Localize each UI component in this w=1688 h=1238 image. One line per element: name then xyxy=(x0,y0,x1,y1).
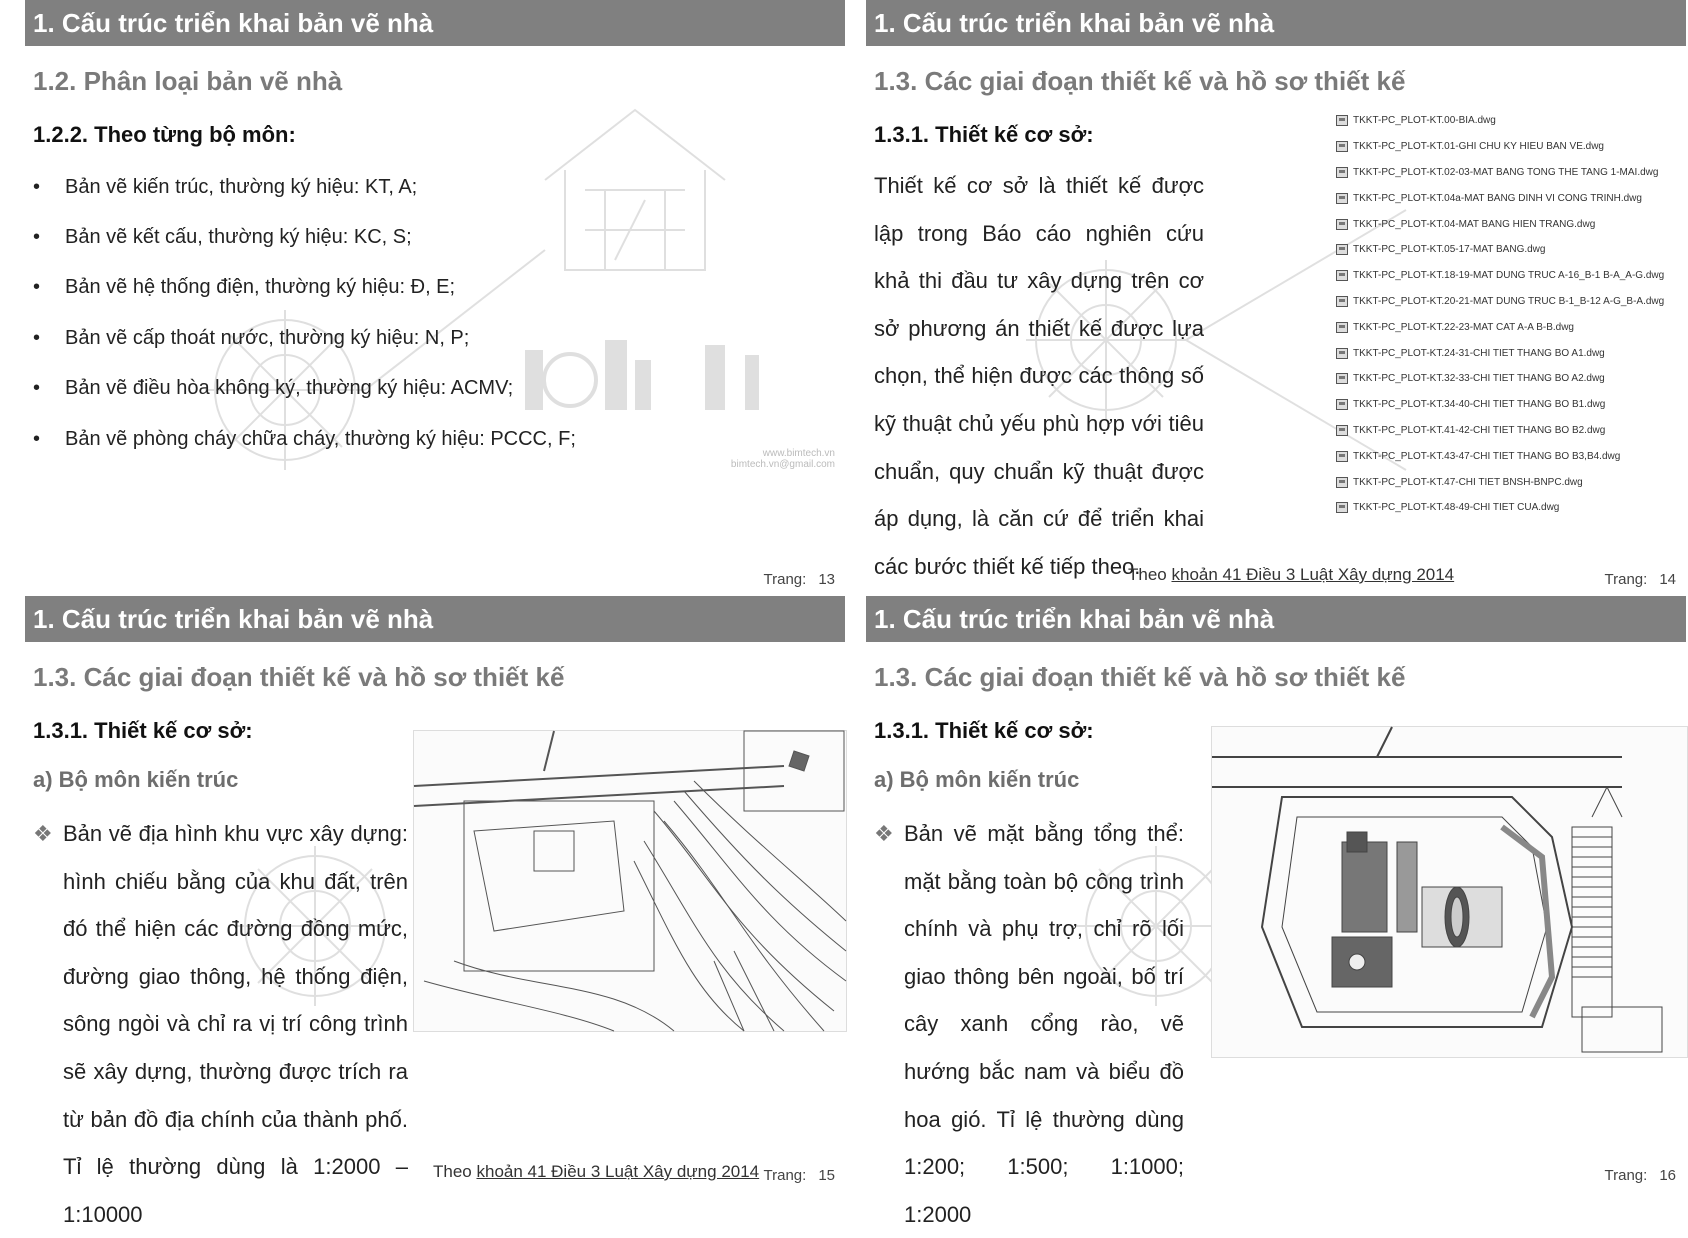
source-prefix: Theo xyxy=(1128,565,1167,584)
file-name: TKKT-PC_PLOT-KT.34-40-CHI TIET THANG BO B1.dwg xyxy=(1353,399,1606,411)
file-item[interactable] xyxy=(1336,340,1664,366)
page-label: Trang: xyxy=(763,1167,807,1184)
dwg-file-icon xyxy=(1336,296,1348,307)
body-paragraph-block xyxy=(874,810,1184,1238)
file-item[interactable] xyxy=(1336,443,1664,469)
dwg-file-icon xyxy=(1336,502,1348,513)
bullet-item xyxy=(33,327,469,350)
bullet-item xyxy=(33,377,513,400)
file-item[interactable] xyxy=(1336,495,1664,521)
body-paragraph: Bản vẽ mặt bằng tổng thể: mặt bằng toàn bộ công trình chính và phụ trợ, chỉ rõ lối giao thông bên ngoài, bố trí cây xanh cổng rào, vẽ hướng bắc nam và biểu đồ hoa gió. Tỉ lệ thường dùng 1:200; 1:500; 1:1000; 1:2000 xyxy=(904,821,1184,1227)
subsection-title: 1.2.2. Theo từng bộ môn: xyxy=(33,122,296,147)
slide-header: 1. Cấu trúc triển khai bản vẽ nhà xyxy=(866,0,1686,46)
dwg-file-icon xyxy=(1336,348,1348,359)
file-item[interactable] xyxy=(1336,108,1664,134)
file-name: TKKT-PC_PLOT-KT.05-17-MAT BANG.dwg xyxy=(1353,244,1546,256)
bullet-text: Bản vẽ kiến trúc, thường ký hiệu: KT, A; xyxy=(65,176,418,198)
dwg-file-icon xyxy=(1336,322,1348,333)
file-name: TKKT-PC_PLOT-KT.41-42-CHI TIET THANG BO B2.dwg xyxy=(1353,424,1606,436)
page-number-value: 15 xyxy=(818,1167,835,1184)
bullet-dot-icon: • xyxy=(33,276,41,298)
source-citation xyxy=(1128,565,1454,585)
dwg-file-icon xyxy=(1336,425,1348,436)
dwg-file-icon xyxy=(1336,477,1348,488)
dwg-file-icon xyxy=(1336,167,1348,178)
page-number xyxy=(764,1167,835,1184)
file-item[interactable] xyxy=(1336,134,1664,160)
slide-14 xyxy=(866,0,1686,590)
slide-header: 1. Cấu trúc triển khai bản vẽ nhà xyxy=(866,596,1686,642)
file-name: TKKT-PC_PLOT-KT.20-21-MAT DUNG TRUC B-1_B-12 A-G_B-A.dwg xyxy=(1353,295,1665,307)
bullet-item xyxy=(33,276,455,299)
file-name: TKKT-PC_PLOT-KT.00-BIA.dwg xyxy=(1353,115,1496,127)
file-name: TKKT-PC_PLOT-KT.02-03-MAT BANG TONG THE TANG 1-MAI.dwg xyxy=(1353,166,1659,178)
bullet-item xyxy=(33,428,576,451)
file-item[interactable] xyxy=(1336,314,1664,340)
dwg-file-icon xyxy=(1336,451,1348,462)
slide-13 xyxy=(25,0,845,590)
page-number xyxy=(1605,1167,1676,1184)
file-name: TKKT-PC_PLOT-KT.01-GHI CHU KY HIEU BAN VE.dwg xyxy=(1353,141,1604,153)
bullet-item xyxy=(33,226,412,249)
watermark-text xyxy=(731,448,835,470)
file-name: TKKT-PC_PLOT-KT.18-19-MAT DUNG TRUC A-16_B-1 B-A_A-G.dwg xyxy=(1353,270,1665,282)
bullet-item xyxy=(33,176,417,199)
page-number xyxy=(764,571,835,588)
dwg-file-icon xyxy=(1336,270,1348,281)
dwg-file-icon xyxy=(1336,193,1348,204)
dwg-file-icon xyxy=(1336,373,1348,384)
bullet-text: Bản vẽ cấp thoát nước, thường ký hiệu: N, P; xyxy=(65,327,470,349)
section-title: 1.3. Các giai đoạn thiết kế và hồ sơ thiết kế xyxy=(874,66,1406,96)
file-name: TKKT-PC_PLOT-KT.48-49-CHI TIET CUA.dwg xyxy=(1353,502,1560,514)
slide-15 xyxy=(25,596,845,1227)
file-list xyxy=(1336,108,1664,521)
slide-16 xyxy=(866,596,1686,1227)
body-paragraph: Bản vẽ địa hình khu vực xây dựng: hình chiếu bằng của khu đất, trên đó thể hiện các đường đồng mức, đường giao thông, hệ thống điện, sông ngòi và chỉ ra vị trí công trình sẽ xây dựng, thường được trích ra từ bản đồ địa chính của thành phố. Tỉ lệ thường dùng là 1:2000 – 1:10000 xyxy=(63,821,408,1227)
subsection-title: 1.3.1. Thiết kế cơ sở: xyxy=(33,718,253,743)
file-item[interactable] xyxy=(1336,469,1664,495)
watermark-line-2: bimtech.vn@gmail.com xyxy=(730,459,835,470)
file-item[interactable] xyxy=(1336,185,1664,211)
discipline-title: a) Bộ môn kiến trúc xyxy=(874,767,1080,792)
dwg-file-icon xyxy=(1336,219,1348,230)
watermark-line-1: www.bimtech.vn xyxy=(762,448,835,459)
bullet-text: Bản vẽ điều hòa không ký, thường ký hiệu: ACMV; xyxy=(65,377,514,399)
page-number-value: 16 xyxy=(1659,1167,1676,1184)
page-number-value: 13 xyxy=(818,571,835,588)
section-title: 1.3. Các giai đoạn thiết kế và hồ sơ thiết kế xyxy=(33,662,565,692)
slide-header: 1. Cấu trúc triển khai bản vẽ nhà xyxy=(25,0,845,46)
file-item[interactable] xyxy=(1336,211,1664,237)
file-name: TKKT-PC_PLOT-KT.04-MAT BANG HIEN TRANG.dwg xyxy=(1353,218,1596,230)
file-item[interactable] xyxy=(1336,237,1664,263)
file-name: TKKT-PC_PLOT-KT.47-CHI TIET BNSH-BNPC.dwg xyxy=(1353,476,1583,488)
watermark-graphic xyxy=(165,90,785,520)
dwg-file-icon xyxy=(1336,244,1348,255)
page-number xyxy=(1605,571,1676,588)
file-item[interactable] xyxy=(1336,392,1664,418)
diamond-bullet-icon: ❖ xyxy=(874,821,894,846)
slide-header: 1. Cấu trúc triển khai bản vẽ nhà xyxy=(25,596,845,642)
dwg-file-icon xyxy=(1336,141,1348,152)
page-label: Trang: xyxy=(763,571,807,588)
bullet-dot-icon: • xyxy=(33,176,41,198)
file-name: TKKT-PC_PLOT-KT.22-23-MAT CAT A-A B-B.dwg xyxy=(1353,321,1574,333)
file-item[interactable] xyxy=(1336,263,1664,289)
body-paragraph: Thiết kế cơ sở là thiết kế được lập trong Báo cáo nghiên cứu khả thi đầu tư xây dựng trên cơ sở phương án thiết kế được lựa chọn, thể hiện được các thông số kỹ thuật chủ yếu phù hợp với tiêu chuẩn, quy chuẩn kỹ thuật được áp dụng, là căn cứ để triển khai các bước thiết kế tiếp theo. xyxy=(874,173,1204,579)
diamond-bullet-icon: ❖ xyxy=(33,821,53,846)
site-topography-drawing xyxy=(413,730,847,1032)
subsection-title: 1.3.1. Thiết kế cơ sở: xyxy=(874,718,1094,743)
file-name: TKKT-PC_PLOT-KT.24-31-CHI TIET THANG BO A1.dwg xyxy=(1353,347,1605,359)
file-item[interactable] xyxy=(1336,418,1664,444)
source-citation xyxy=(433,1162,759,1182)
site-master-plan-drawing xyxy=(1211,726,1688,1058)
file-item[interactable] xyxy=(1336,289,1664,315)
file-name: TKKT-PC_PLOT-KT.43-47-CHI TIET THANG BO B3,B4.dwg xyxy=(1353,450,1621,462)
source-link[interactable]: khoản 41 Điều 3 Luật Xây dựng 2014 xyxy=(1171,565,1455,584)
file-name: TKKT-PC_PLOT-KT.32-33-CHI TIET THANG BO A2.dwg xyxy=(1353,373,1605,385)
bullet-text: Bản vẽ phòng cháy chữa cháy, thường ký hiệu: PCCC, F; xyxy=(65,428,576,450)
source-prefix: Theo xyxy=(433,1162,472,1181)
file-item[interactable] xyxy=(1336,160,1664,186)
source-link[interactable]: khoản 41 Điều 3 Luật Xây dựng 2014 xyxy=(476,1162,760,1181)
bullet-dot-icon: • xyxy=(33,327,41,349)
bullet-dot-icon: • xyxy=(33,377,41,399)
section-title: 1.2. Phân loại bản vẽ nhà xyxy=(33,66,343,96)
file-name: TKKT-PC_PLOT-KT.04a-MAT BANG DINH VI CONG TRINH.dwg xyxy=(1353,192,1642,204)
page-label: Trang: xyxy=(1604,1167,1648,1184)
bullet-dot-icon: • xyxy=(33,226,41,248)
dwg-file-icon xyxy=(1336,115,1348,126)
bullet-text: Bản vẽ kết cấu, thường ký hiệu: KC, S; xyxy=(65,226,412,248)
page-number-value: 14 xyxy=(1659,571,1676,588)
page-label: Trang: xyxy=(1604,571,1648,588)
subsection-title: 1.3.1. Thiết kế cơ sở: xyxy=(874,122,1094,147)
bullet-dot-icon: • xyxy=(33,428,41,450)
dwg-file-icon xyxy=(1336,399,1348,410)
section-title: 1.3. Các giai đoạn thiết kế và hồ sơ thiết kế xyxy=(874,662,1406,692)
bullet-text: Bản vẽ hệ thống điện, thường ký hiệu: Đ, E; xyxy=(65,276,456,298)
body-paragraph-block xyxy=(33,810,408,1238)
discipline-title: a) Bộ môn kiến trúc xyxy=(33,767,239,792)
file-item[interactable] xyxy=(1336,366,1664,392)
